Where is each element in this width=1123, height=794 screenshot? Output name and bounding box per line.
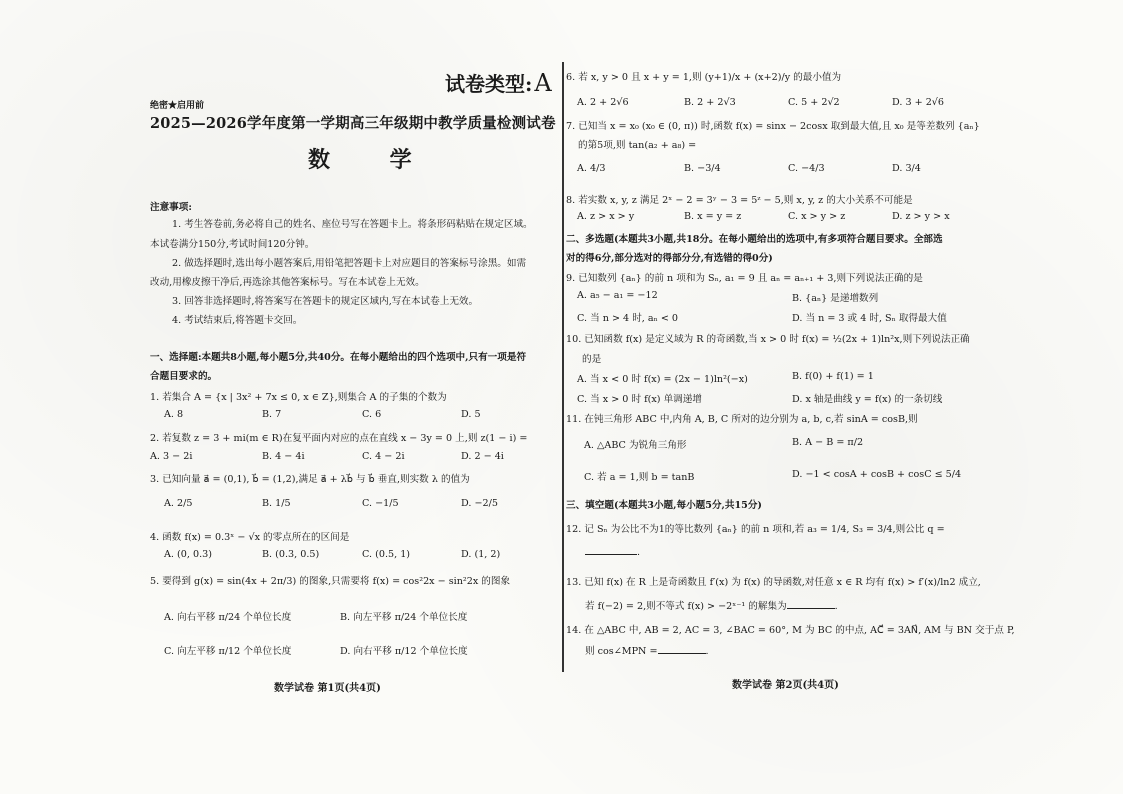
option: D. (1, 2) [461, 549, 501, 560]
option: C. 5 + 2√2 [788, 97, 840, 108]
option: B. 7 [262, 409, 282, 420]
option: C. −4/3 [788, 163, 825, 174]
exam-title: 2025—2026学年度第一学期高三年级期中教学质量检测试卷 [150, 115, 556, 132]
option: C. 6 [362, 409, 382, 420]
section-heading: 合题目要求的。 [150, 371, 218, 382]
option: C. 向左平移 π/12 个单位长度 [164, 646, 292, 657]
secret-note: 绝密★启用前 [150, 101, 205, 111]
question-stem: 则 cos∠MPN = . [585, 646, 709, 657]
option: A. 3 − 2i [150, 451, 193, 462]
option: A. a₅ − a₁ = −12 [577, 290, 658, 301]
option: D. 3/4 [892, 163, 921, 174]
option: C. −1/5 [362, 498, 399, 509]
question-stem: 13. 已知 f(x) 在 R 上是奇函数且 f′(x) 为 f(x) 的导函数,对任意 x ∈ R 均有 f(x) > f′(x)/ln2 成立, [566, 577, 981, 588]
subject-title: 数 学 [308, 147, 438, 173]
page-footer-right: 数学试卷 第2页(共4页) [732, 680, 839, 691]
question-stem: 3. 已知向量 a⃗ = (0,1), b⃗ = (1,2),满足 a⃗ + λb⃗ 与 b⃗ 垂直,则实数 λ 的值为 [150, 474, 470, 485]
section-heading: 对的得6分,部分选对的得部分分,有选错的得0分) [566, 253, 773, 264]
option: B. 4 − 4i [262, 451, 305, 462]
paper-type: 试卷类型:A [445, 69, 552, 97]
option: B. (0.3, 0.5) [262, 549, 320, 560]
option: A. 2/5 [164, 498, 193, 509]
option: D. 5 [461, 409, 481, 420]
option: B. {aₙ} 是递增数列 [792, 293, 879, 304]
answer-line: . [585, 545, 640, 558]
option: C. x > y > z [788, 211, 846, 222]
option: D. z > y > x [892, 211, 950, 222]
note-line: 改动,用橡皮擦干净后,再选涂其他答案标号。写在本试卷上无效。 [150, 277, 425, 288]
question-stem: 1. 若集合 A = {x | 3x² + 7x ≤ 0, x ∈ Z},则集合 A 的子集的个数为 [150, 392, 447, 403]
option: D. 向右平移 π/12 个单位长度 [340, 646, 468, 657]
option: D. x 轴是曲线 y = f(x) 的一条切线 [792, 394, 943, 405]
option: D. −1 < cosA + cosB + cosC ≤ 5/4 [792, 469, 962, 480]
question-stem: 4. 函数 f(x) = 0.3ˣ − √x 的零点所在的区间是 [150, 532, 350, 543]
question-stem: 11. 在钝三角形 ABC 中,内角 A, B, C 所对的边分别为 a, b, c,若 sinA = cosB,则 [566, 414, 918, 425]
question-stem: 若 f(−2) = 2,则不等式 f(x) > −2ˣ⁻¹ 的解集为 . [585, 601, 838, 612]
option: B. x = y = z [684, 211, 742, 222]
note-line: 3. 回答非选择题时,将答案写在答题卡的规定区域内,写在本试卷上无效。 [172, 296, 479, 307]
page-footer-left: 数学试卷 第1页(共4页) [274, 683, 381, 694]
note-line: 4. 考试结束后,将答题卡交回。 [172, 315, 303, 326]
option: A. 4/3 [577, 163, 606, 174]
question-stem: 的第5项,则 tan(a₂ + a₈) = [578, 140, 697, 151]
option: C. 4 − 2i [362, 451, 405, 462]
option: B. −3/4 [684, 163, 721, 174]
option: A. △ABC 为锐角三角形 [584, 440, 687, 451]
question-stem: 7. 已知当 x = x₀ (x₀ ∈ (0, π)) 时,函数 f(x) = sinx − 2cosx 取到最大值,且 x₀ 是等差数列 {aₙ} [566, 121, 980, 132]
note-line: 2. 做选择题时,选出每小题答案后,用铅笔把答题卡上对应题目的答案标号涂黑。如需 [172, 258, 527, 269]
option: A. z > x > y [577, 211, 635, 222]
question-stem: 2. 若复数 z = 3 + mi(m ∈ R)在复平面内对应的点在直线 x − 3y = 0 上,则 z(1 − i) = [150, 433, 528, 444]
option: B. 1/5 [262, 498, 291, 509]
question-stem: 12. 记 Sₙ 为公比不为1的等比数列 {aₙ} 的前 n 项和,若 a₃ = 1/4, S₃ = 3/4,则公比 q = [566, 524, 945, 535]
option: B. A − B = π/2 [792, 437, 864, 448]
option: C. 若 a = 1,则 b = tanB [584, 472, 695, 483]
question-stem: 10. 已知函数 f(x) 是定义域为 R 的奇函数,当 x > 0 时 f(x) = ½(2x + 1)ln²x,则下列说法正确 [566, 334, 970, 345]
paper-type-letter: A [534, 69, 552, 97]
notes-heading: 注意事项: [150, 202, 192, 213]
column-divider [562, 62, 564, 672]
section-heading: 三、填空题(本题共3小题,每小题5分,共15分) [566, 500, 762, 511]
option: C. 当 x > 0 时 f(x) 单调递增 [577, 394, 702, 405]
question-stem: 8. 若实数 x, y, z 满足 2ˣ − 2 = 3ʸ − 3 = 5ᶻ − 5,则 x, y, z 的大小关系不可能是 [566, 195, 913, 206]
option: D. 2 − 4i [461, 451, 504, 462]
question-stem: 5. 要得到 g(x) = sin(4x + 2π/3) 的图象,只需要将 f(x) = cos²2x − sin²2x 的图象 [150, 576, 511, 587]
note-line: 本试卷满分150分,考试时间120分钟。 [150, 239, 315, 250]
option: D. −2/5 [461, 498, 498, 509]
question-stem: 14. 在 △ABC 中, AB = 2, AC = 3, ∠BAC = 60°, M 为 BC 的中点, AC⃗ = 3AN⃗, AM 与 BN 交于点 P, [566, 625, 1015, 636]
option: B. 向左平移 π/24 个单位长度 [340, 612, 468, 623]
option: A. 向右平移 π/24 个单位长度 [164, 612, 292, 623]
option: A. (0, 0.3) [164, 549, 212, 560]
question-stem: 的是 [582, 354, 602, 365]
note-line: 1. 考生答卷前,务必将自己的姓名、座位号写在答题卡上。将条形码粘贴在规定区域。 [172, 219, 533, 230]
option: B. 2 + 2√3 [684, 97, 736, 108]
option: B. f(0) + f(1) = 1 [792, 371, 874, 382]
section-heading: 一、选择题:本题共8小题,每小题5分,共40分。在每小题给出的四个选项中,只有一项是符 [150, 352, 527, 363]
question-stem: 9. 已知数列 {aₙ} 的前 n 项和为 Sₙ, a₁ = 9 且 aₙ = aₙ₊₁ + 3,则下列说法正确的是 [566, 273, 923, 284]
option: C. 当 n > 4 时, aₙ < 0 [577, 313, 679, 324]
question-stem: 6. 若 x, y > 0 且 x + y = 1,则 (y+1)/x + (x+2)/y 的最小值为 [566, 72, 842, 83]
option: C. (0.5, 1) [362, 549, 411, 560]
option: A. 当 x < 0 时 f(x) = (2x − 1)ln²(−x) [577, 374, 748, 385]
option: D. 3 + 2√6 [892, 97, 945, 108]
paper-type-label: 试卷类型 [445, 72, 525, 96]
option: A. 8 [164, 409, 184, 420]
option: A. 2 + 2√6 [577, 97, 629, 108]
option: D. 当 n = 3 或 4 时, Sₙ 取得最大值 [792, 313, 947, 324]
section-heading: 二、多选题(本题共3小题,共18分。在每小题给出的选项中,有多项符合题目要求。全部选 [566, 234, 943, 245]
